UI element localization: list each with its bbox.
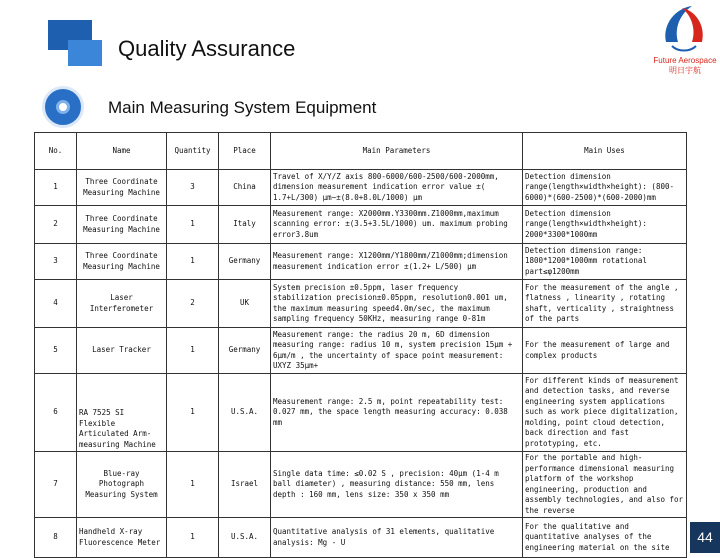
cell-params: Quantitative analysis of 31 elements, qualitative analysis: Mg - U (271, 518, 523, 558)
cell-quantity: 1 (167, 244, 219, 280)
cell-quantity: 1 (167, 518, 219, 558)
header-no: No. (35, 133, 77, 170)
header-main-uses: Main Uses (523, 133, 687, 170)
table-row (35, 244, 687, 280)
cell-no: 6 (35, 374, 77, 452)
cell-name: Three Coordinate Measuring Machine (77, 206, 167, 244)
header-main-parameters: Main Parameters (271, 133, 523, 170)
cell-uses: For the qualitative and quantitative analyses of the engineering material on the site (523, 518, 687, 558)
header-place: Place (219, 133, 271, 170)
equipment-table (34, 132, 687, 558)
section-circle-icon (42, 86, 84, 128)
cell-quantity: 1 (167, 452, 219, 518)
cell-uses: Detection dimension range(length×width×height): 2000*3300*1000mm (523, 206, 687, 244)
cell-quantity: 1 (167, 374, 219, 452)
cell-params: Measurement range: X1200mm/Y1800mm/Z1000mm;dimension measurement indication error ±(1.2+ L/500) μm (271, 244, 523, 280)
page-number-badge: 44 (690, 522, 720, 553)
section-subtitle: Main Measuring System Equipment (108, 98, 377, 117)
logo-name-en: Future Aerospace (653, 56, 717, 65)
cell-uses: For different kinds of measurement and detection tasks, and reverse engineering system applications such as work piece digitalization, molding, point cloud detection, back direction and fast prototyping, etc. (523, 374, 687, 452)
cell-no: 7 (35, 452, 77, 518)
cell-no: 1 (35, 170, 77, 206)
title-decoration-square-accent (68, 40, 102, 66)
table-row (35, 374, 687, 452)
header-name: Name (77, 133, 167, 170)
circle-inner-ring (56, 100, 70, 114)
cell-quantity: 3 (167, 170, 219, 206)
table-row (35, 452, 687, 518)
page-title: Quality Assurance (118, 36, 296, 61)
cell-params: Travel of X/Y/Z axis 800-6000/600-2500/600-2000mm, dimension measurement indication error value ±( 1.7+L/300) μm~±(8.0+8.0L/1000) μm (271, 170, 523, 206)
cell-params: Measurement range: 2.5 m, point repeatability test: 0.027 mm, the space length measuring accuracy: 0.038 mm (271, 374, 523, 452)
cell-place: Italy (219, 206, 271, 244)
table-row (35, 206, 687, 244)
cell-place: China (219, 170, 271, 206)
cell-quantity: 1 (167, 206, 219, 244)
cell-place: U.S.A. (219, 374, 271, 452)
cell-params: System precision ±0.5ppm, laser frequency stabilization precision±0.05ppm, resolution0.001 um, the maximum measuring speed4.0m/sec, the maximum sampling frequency 50KHz, measuring range 0-81m (271, 280, 523, 328)
cell-uses: For the measurement of the angle , flatness , linearity , rotating shaft, verticality , straightness of the parts (523, 280, 687, 328)
table-row (35, 328, 687, 374)
cell-place: Germany (219, 328, 271, 374)
cell-uses: Detection dimension range(length×width×height): (800-6000)*(600-2500)*(600-2000)mm (523, 170, 687, 206)
cell-place: UK (219, 280, 271, 328)
cell-place: U.S.A. (219, 518, 271, 558)
cell-uses: For the measurement of large and complex products (523, 328, 687, 374)
cell-params: Measurement range: the radius 20 m, 6D dimension measuring range: radius 10 m, system precision 15μm + 6μm/m , the uncertainty of space point measurement: UXYZ 35μm+ (271, 328, 523, 374)
cell-quantity: 2 (167, 280, 219, 328)
cell-uses: For the portable and high-performance dimensional measuring platform of the workshop engineering, production and assembly technologies, and also for the reverse (523, 452, 687, 518)
table-row (35, 280, 687, 328)
cell-no: 2 (35, 206, 77, 244)
cell-params: Measurement range: X2000mm.Y3300mm.Z1000mm,maximum scanning error: ±(3.5+3.5L/1000) um. maximum probing error3.8um (271, 206, 523, 244)
cell-name: Handheld X-ray Fluorescence Meter (77, 518, 167, 558)
cell-name: Three Coordinate Measuring Machine (77, 170, 167, 206)
header-quantity: Quantity (167, 133, 219, 170)
cell-place: Israel (219, 452, 271, 518)
cell-no: 4 (35, 280, 77, 328)
cell-name: RA 7525 SI Flexible Articulated Arm-measuring Machine (77, 374, 167, 452)
cell-quantity: 1 (167, 328, 219, 374)
cell-no: 5 (35, 328, 77, 374)
logo-text (650, 56, 720, 76)
cell-name: Laser Interferometer (77, 280, 167, 328)
cell-params: Single data time: ≤0.02 S , precision: 40μm (1-4 m ball diameter) , measuring distance: 550 mm, lens depth : 160 mm, lens size: 350 x 350 mm (271, 452, 523, 518)
cell-name: Laser Tracker (77, 328, 167, 374)
table-header-row (35, 133, 687, 170)
cell-no: 8 (35, 518, 77, 558)
table-row (35, 170, 687, 206)
cell-name: Three Coordinate Measuring Machine (77, 244, 167, 280)
table-row (35, 518, 687, 558)
logo-name-cn: 明日宇航 (669, 66, 701, 75)
cell-name: Blue-ray Photograph Measuring System (77, 452, 167, 518)
cell-place: Germany (219, 244, 271, 280)
cell-no: 3 (35, 244, 77, 280)
cell-uses: Detection dimension range: 1800*1200*1000mm rotational part≤φ1200mm (523, 244, 687, 280)
